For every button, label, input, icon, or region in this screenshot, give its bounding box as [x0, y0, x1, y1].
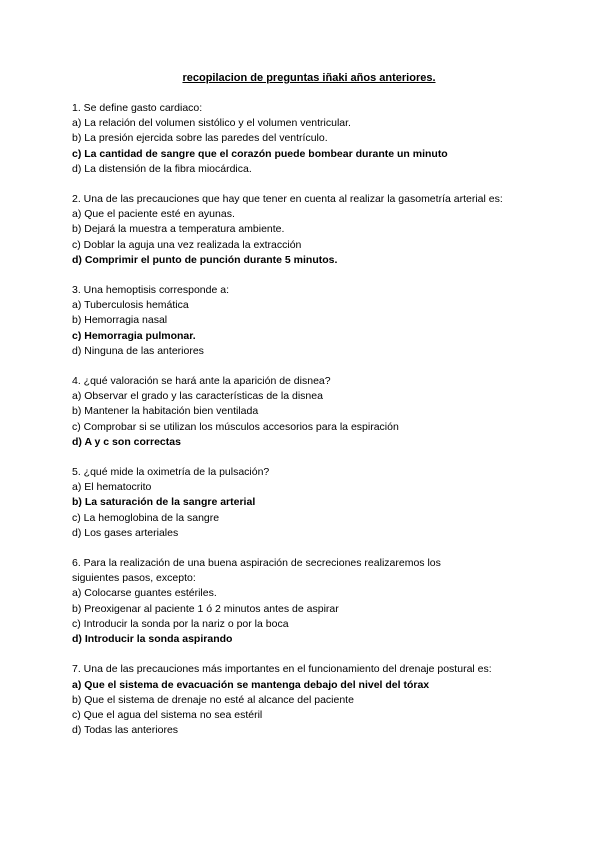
question-prompt: 2. Una de las precauciones que hay que tener en cuenta al realizar la gasometría arterial es:: [72, 193, 503, 206]
correct-answer-option: a) Que el sistema de evacuación se mantenga debajo del nivel del tórax: [72, 678, 430, 691]
answer-option: b) Preoxigenar al paciente 1 ó 2 minutos antes de aspirar: [72, 602, 339, 615]
answer-option: b) Hemorragia nasal: [72, 314, 168, 327]
question-3: [72, 283, 532, 359]
question-prompt: 1. Se define gasto cardiaco:: [72, 102, 203, 114]
answer-option: a) El hematocrito: [72, 481, 152, 494]
answer-option: c) Comprobar si se utilizan los músculos accesorios para la espiración: [72, 420, 399, 433]
question-1: [72, 101, 532, 177]
answer-option: b) Que el sistema de drenaje no esté al alcance del paciente: [72, 693, 354, 706]
document-page: [72, 71, 532, 753]
answer-option: c) Que el agua del sistema no sea estéril: [72, 708, 263, 721]
correct-answer-option: b) La saturación de la sangre arterial: [72, 496, 256, 509]
answer-option: a) Observar el grado y las características de la disnea: [72, 390, 323, 403]
correct-answer-option: d) A y c son correctas: [72, 435, 181, 448]
document-title: recopilacion de preguntas iñaki años anteriores.: [182, 72, 436, 84]
question-prompt: 5. ¿qué mide la oximetría de la pulsación?: [72, 466, 270, 479]
answer-option: b) La presión ejercida sobre las paredes del ventrículo.: [72, 132, 328, 145]
correct-answer-option: c) La cantidad de sangre que el corazón puede bombear durante un minuto: [72, 147, 448, 160]
question-5: [72, 465, 532, 541]
answer-option: d) Los gases arteriales: [72, 526, 179, 539]
answer-option: b) Dejará la muestra a temperatura ambiente.: [72, 223, 285, 236]
answer-option: d) La distensión de la fibra miocárdica.: [72, 162, 252, 175]
answer-option: c) La hemoglobina de la sangre: [72, 511, 220, 524]
question-7: [72, 662, 532, 738]
answer-option: a) Colocarse guantes estériles.: [72, 587, 217, 600]
answer-option: d) Ninguna de las anteriores: [72, 344, 204, 357]
answer-option: c) Introducir la sonda por la nariz o por la boca: [72, 617, 289, 630]
question-prompt: 3. Una hemoptisis corresponde a:: [72, 284, 230, 297]
answer-option: c) Doblar la aguja una vez realizada la extracción: [72, 238, 302, 251]
question-4: [72, 374, 532, 450]
correct-answer-option: c) Hemorragia pulmonar.: [72, 329, 196, 342]
question-prompt: 7. Una de las precauciones más importantes en el funcionamiento del drenaje postural es:: [72, 663, 492, 676]
question-6: [72, 556, 532, 647]
correct-answer-option: d) Comprimir el punto de punción durante 5 minutos.: [72, 253, 338, 266]
answer-option: a) La relación del volumen sistólico y el volumen ventricular.: [72, 117, 351, 130]
answer-option: a) Que el paciente esté en ayunas.: [72, 208, 235, 221]
question-prompt: 6. Para la realización de una buena aspiración de secreciones realizaremos los siguientes pasos, excepto:: [72, 557, 441, 585]
correct-answer-option: d) Introducir la sonda aspirando: [72, 633, 233, 646]
question-prompt: 4. ¿qué valoración se hará ante la aparición de disnea?: [72, 375, 331, 388]
answer-option: b) Mantener la habitación bien ventilada: [72, 405, 259, 418]
answer-option: a) Tuberculosis hemática: [72, 299, 189, 312]
question-2: [72, 192, 532, 268]
answer-option: d) Todas las anteriores: [72, 724, 179, 737]
